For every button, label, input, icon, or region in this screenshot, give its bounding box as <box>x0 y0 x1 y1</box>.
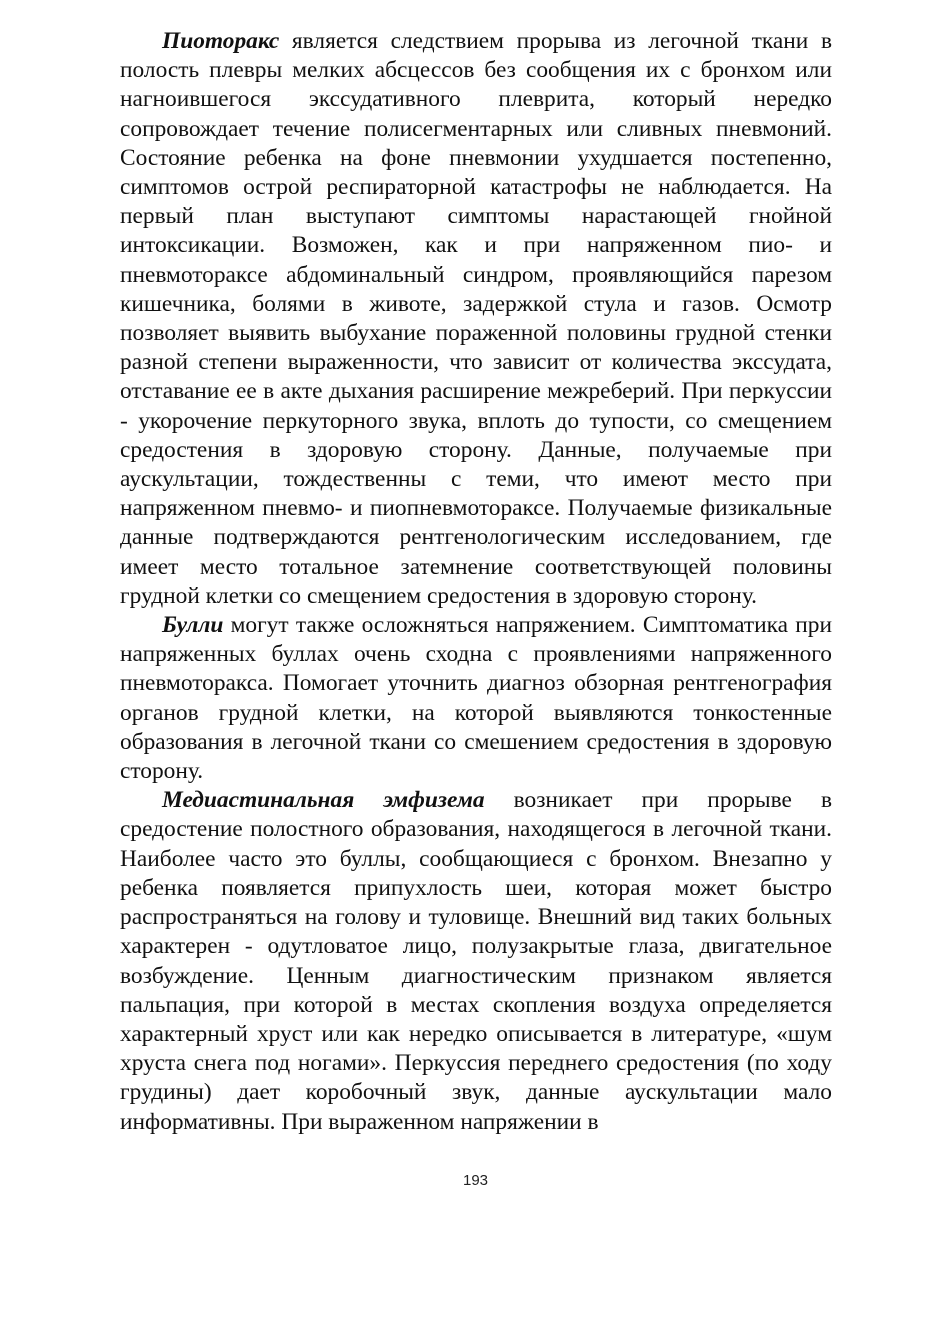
body-text <box>120 27 832 1137</box>
paragraph-mediastinal-emphysema <box>120 786 832 1136</box>
term-mediastinal-emphysema: Медиастинальная эмфизема <box>162 787 485 814</box>
term-bullae: Булли <box>162 612 224 639</box>
paragraph-mediastinal-emphysema-text: возникает при прорыве в средостение полостного образования, находящегося в легочной ткани. Наиболее часто это буллы, сообщающиеся с бронхом. Внезапно у ребенка появляется припухлость шеи, которая может быстро распространяться на голову и туловище. Внешний вид таких больных характерен - одутловатое лицо, полузакрытые глаза, двигательное возбуждение. Ценным диагностическим признаком является пальпация, при которой в местах скопления воздуха определяется характерный хруст или как нередко описывается в литературе, «шум хруста снега под ногами». Перкуссия переднего средостения (по ходу грудины) дает коробочный звук, данные аускультации мало информативны. При выраженном напряжении в <box>120 787 832 1135</box>
term-piothorax: Пиоторакс <box>162 28 280 54</box>
paragraph-bullae-text: могут также осложняться напряжением. Симптоматика при напряженных буллах очень сходна с проявлениями напряженного пневмоторакса. Помогает уточнить диагноз обзорная рентгенография органов грудной клетки, на которой выявляются тонкостенные образования в легочной ткани со смешением средостения в здоровую сторону. <box>120 612 832 785</box>
page-number: 193 <box>462 1172 489 1189</box>
paragraph-piothorax-text: является следствием прорыва из легочной ткани в полость плевры мелких абсцессов без сообщения их с бронхом или нагноившегося экссудативного плеврита, который нередко сопровождает течение полисегментарных или сливных пневмоний. Состояние ребенка на фоне пневмонии ухудшается постепенно, симптомов острой респираторной катастрофы не наблюдается. На первый план выступают симптомы нарастающей гнойной интоксикации. Возможен, как и при напряженном пио- и пневмотораксе абдоминальный синдром, проявляющийся парезом кишечника, болями в животе, задержкой стула и газов. Осмотр позволяет выявить выбухание пораженной половины грудной стенки разной степени выраженности, что зависит от количества экссудата, отставание ее в акте дыхания расширение межреберий. При перкуссии - укорочение перкуторного звука, вплоть до тупости, со смещением средостения в здоровую сторону. Данные, получаемые при аускультации, тождественны с теми, что имеют место при напряженном пневмо- и пиопневмотораксе. Получаемые физикальные данные подтверждаются рентгенологическим исследованием, где имеет место тотальное затемнение соответствующей половины грудной клетки со смещением средостения в здоровую сторону. <box>120 28 832 609</box>
paragraph-bullae <box>120 611 832 786</box>
paragraph-piothorax <box>120 27 832 611</box>
